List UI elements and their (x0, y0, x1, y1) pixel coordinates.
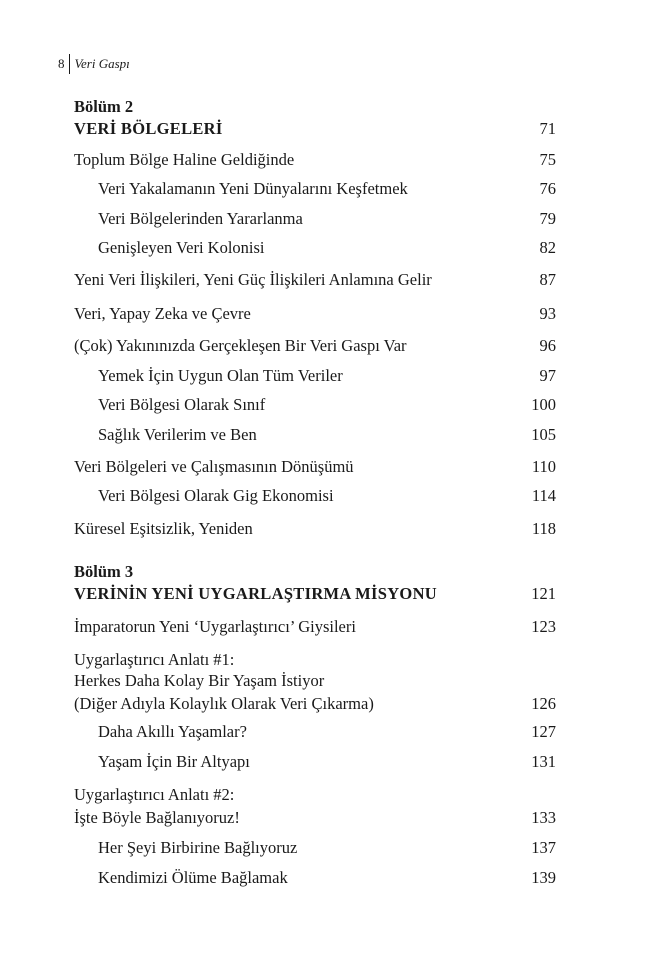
toc-subentry (98, 720, 556, 743)
toc-entry (74, 692, 556, 715)
toc-entry-page: 96 (539, 336, 556, 355)
page-number: 8 (58, 56, 65, 71)
toc-subentry-text: Genişleyen Veri Kolonisi (98, 238, 265, 257)
toc-entry-page: 123 (531, 617, 556, 636)
toc-entry-text: Küresel Eşitsizlik, Yeniden (74, 519, 253, 538)
part3-title-page: 121 (531, 584, 556, 603)
toc-entry (74, 517, 556, 540)
running-head (58, 54, 130, 74)
toc-entry-text: İşte Böyle Bağlanıyoruz! (74, 808, 240, 827)
toc-entry-text: (Çok) Yakınınızda Gerçekleşen Bir Veri Gaspı Var (74, 336, 407, 355)
toc-entry-page: 118 (531, 519, 556, 538)
part2-title: VERİ BÖLGELERİ (74, 119, 223, 138)
toc-entry-text: (Diğer Adıyla Kolaylık Olarak Veri Çıkarma) (74, 694, 374, 713)
toc-subentry-page: 114 (531, 486, 556, 505)
toc-subentry-page: 137 (531, 838, 556, 857)
toc-entry-text: Yeni Veri İlişkileri, Yeni Güç İlişkileri Anlamına Gelir (74, 270, 432, 289)
toc-subentry-text: Sağlık Verilerim ve Ben (98, 425, 257, 444)
toc-entry (74, 302, 556, 325)
toc-subentry-text: Kendimizi Ölüme Bağlamak (98, 868, 288, 887)
part3-label: Bölüm 3 (74, 562, 134, 581)
part2-title-page: 71 (539, 119, 556, 138)
toc-entry-text: Uygarlaştırıcı Anlatı #2: (74, 785, 235, 804)
toc-subentry-page: 82 (539, 238, 556, 257)
toc-subentry-text: Veri Yakalamanın Yeni Dünyalarını Keşfetmek (98, 179, 408, 198)
toc-subentry-page: 76 (539, 179, 556, 198)
toc-subentry-text: Veri Bölgesi Olarak Gig Ekonomisi (98, 486, 334, 505)
toc-entry-text: İmparatorun Yeni ‘Uygarlaştırıcı’ Giysileri (74, 617, 356, 636)
toc-entry-page: 75 (539, 150, 556, 169)
toc-entry (74, 669, 556, 692)
part3-title: VERİNİN YENİ UYGARLAŞTIRMA MİSYONU (74, 584, 437, 603)
toc-entry (74, 268, 556, 291)
toc-subentry (98, 236, 556, 259)
toc-subentry (98, 423, 556, 446)
toc-subentry (98, 750, 556, 773)
toc-entry (74, 334, 556, 357)
toc-entry (74, 783, 556, 806)
toc-subentry (98, 484, 556, 507)
toc-subentry-page: 131 (531, 752, 556, 771)
toc-entry-text: Veri, Yapay Zeka ve Çevre (74, 304, 251, 323)
part2-title-entry (74, 117, 556, 140)
toc-entry-page: 133 (531, 808, 556, 827)
toc-subentry-text: Veri Bölgesi Olarak Sınıf (98, 395, 266, 414)
toc-subentry (98, 177, 556, 200)
toc-subentry-page: 105 (531, 425, 556, 444)
toc-entry (74, 148, 556, 171)
toc-entry-text: Veri Bölgeleri ve Çalışmasının Dönüşümü (74, 457, 354, 476)
toc-subentry (98, 866, 556, 889)
toc-entry-text: Toplum Bölge Haline Geldiğinde (74, 150, 295, 169)
toc-entry (74, 806, 556, 829)
toc-entry (74, 615, 556, 638)
toc-entry-page: 93 (539, 304, 556, 323)
toc-subentry-text: Yemek İçin Uygun Olan Tüm Veriler (98, 366, 343, 385)
toc-entry-page: 110 (531, 457, 556, 476)
book-title: Veri Gaspı (74, 56, 130, 71)
toc-subentry-text: Yaşam İçin Bir Altyapı (98, 752, 250, 771)
toc-subentry-page: 100 (531, 395, 556, 414)
toc-subentry-page: 127 (531, 722, 556, 741)
part2-label: Bölüm 2 (74, 97, 134, 116)
toc-subentry (98, 836, 556, 859)
toc-subentry-page: 139 (531, 868, 556, 887)
toc-entry-page: 126 (531, 694, 556, 713)
toc-entry-text: Uygarlaştırıcı Anlatı #1: (74, 650, 235, 669)
toc-subentry-text: Her Şeyi Birbirine Bağlıyoruz (98, 838, 298, 857)
toc-entry (74, 648, 556, 671)
toc-subentry-page: 79 (539, 209, 556, 228)
part3-title-entry (74, 582, 556, 605)
toc-subentry (98, 393, 556, 416)
toc-subentry (98, 364, 556, 387)
toc-subentry-text: Daha Akıllı Yaşamlar? (98, 722, 247, 741)
toc-subentry (98, 207, 556, 230)
toc-entry-text: Herkes Daha Kolay Bir Yaşam İstiyor (74, 671, 325, 690)
toc-subentry-text: Veri Bölgelerinden Yararlanma (98, 209, 303, 228)
toc-entry (74, 455, 556, 478)
toc-subentry-page: 97 (539, 366, 556, 385)
toc-entry-page: 87 (539, 270, 556, 289)
